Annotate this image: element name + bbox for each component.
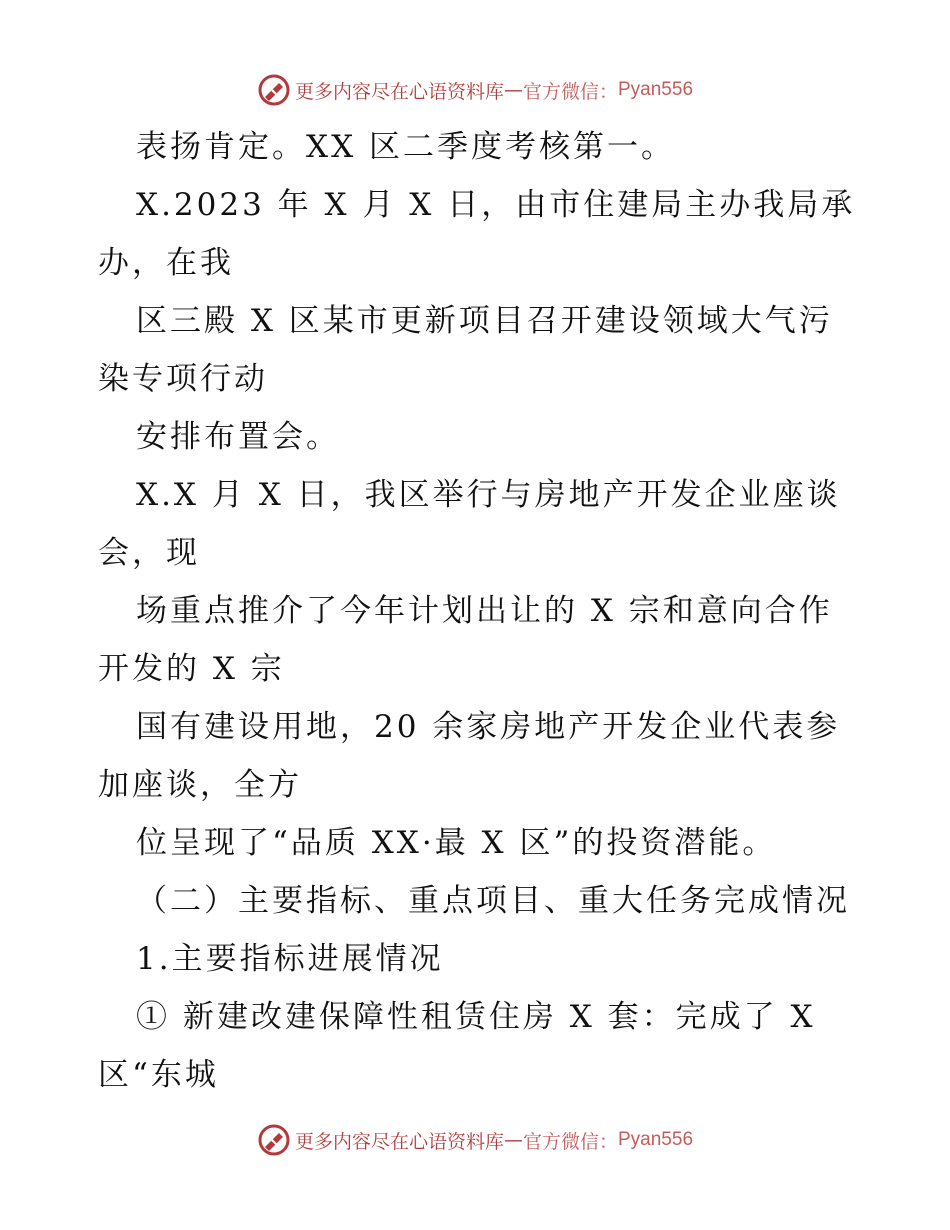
- subsection-heading: 1.主要指标进展情况: [136, 941, 444, 977]
- paragraph-line: 位呈现了“品质 XX·最 X 区”的投资潜能。: [136, 825, 777, 861]
- paragraph-line: 表扬肯定。XX 区二季度考核第一。: [136, 129, 675, 165]
- section-heading: （二）主要指标、重点项目、重大任务完成情况: [136, 883, 850, 919]
- paragraph-line: 国有建设用地，20 余家房地产开发企业代表参: [136, 709, 841, 745]
- paragraph-line: 染专项行动: [98, 361, 268, 397]
- paragraph-line: 区三殿 X 区某市更新项目召开建设领域大气污: [136, 303, 833, 339]
- header-watermark: [0, 70, 950, 110]
- watermark-wechat-id: Pyan556: [618, 1129, 694, 1150]
- paragraph-line: 加座谈，全方: [98, 767, 302, 803]
- paragraph-line: 办，在我: [98, 245, 234, 281]
- paragraph-line: 场重点推介了今年计划出让的 X 宗和意向合作: [136, 593, 833, 629]
- paragraph-line: 安排布置会。: [136, 419, 340, 455]
- watermark-dash: —: [503, 1129, 523, 1151]
- watermark-dash: —: [503, 79, 523, 101]
- watermark-wechat-label: 官方微信：: [522, 1130, 618, 1153]
- footer-watermark: [0, 1120, 950, 1160]
- pen-logo-icon: [257, 1123, 291, 1157]
- paragraph-line: 区“东城: [98, 1057, 219, 1093]
- paragraph-line: X.X 月 X 日，我区举行与房地产开发企业座谈: [136, 477, 841, 513]
- paragraph-line: X.2023 年 X 月 X 日，由市住建局主办我局承: [136, 187, 856, 223]
- watermark-wechat-id: Pyan556: [618, 79, 694, 100]
- watermark-text: 更多内容尽在心语资料库: [294, 80, 504, 103]
- paragraph-line: ① 新建改建保障性租赁住房 X 套：完成了 X: [136, 999, 816, 1035]
- paragraph-line: 开发的 X 宗: [98, 651, 285, 687]
- paragraph-line: 会，现: [98, 535, 200, 571]
- watermark-text: 更多内容尽在心语资料库: [294, 1130, 504, 1153]
- watermark-wechat-label: 官方微信：: [522, 80, 618, 103]
- pen-logo-icon: [257, 73, 291, 107]
